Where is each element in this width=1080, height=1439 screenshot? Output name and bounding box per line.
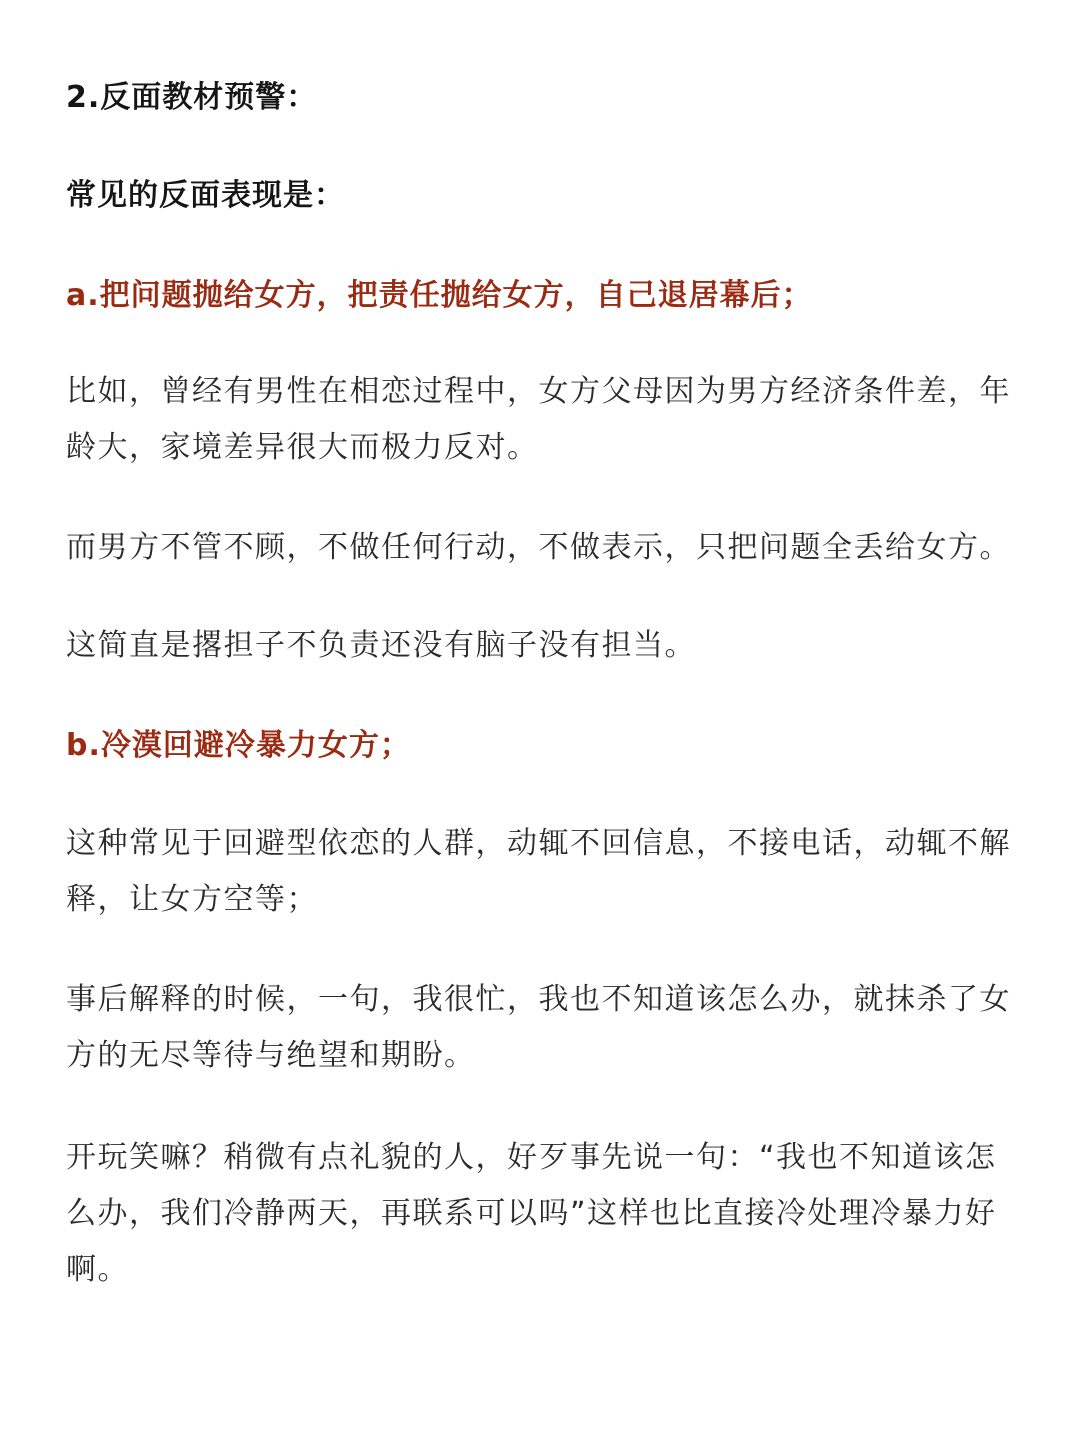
point-b-paragraph-3: 开玩笑嘛？稍微有点礼貌的人，好歹事先说一句：“我也不知道该怎么办，我们冷静两天，再联系可以吗”这样也比直接冷处理冷暴力好啊。 (66, 1140, 997, 1287)
point-a-paragraph-3: 这简直是撂担子不负责还没有脑子没有担当。 (66, 628, 696, 663)
point-b-paragraph-1: 这种常见于回避型依恋的人群，动辄不回信息，不接电话，动辄不解释，让女方空等； (66, 826, 1011, 917)
point-a-title: a.把问题抛给女方，把责任抛给女方，自己退居幕后； (66, 278, 813, 313)
intro-heading: 常见的反面表现是： (66, 178, 345, 213)
section-title: 2.反面教材预警： (66, 80, 318, 115)
point-a-paragraph-2: 而男方不管不顾，不做任何行动，不做表示，只把问题全丢给女方。 (66, 530, 1011, 565)
point-b-paragraph-2: 事后解释的时候，一句，我很忙，我也不知道该怎么办，就抹杀了女方的无尽等待与绝望和期盼。 (66, 982, 1011, 1073)
point-a-paragraph-1: 比如，曾经有男性在相恋过程中，女方父母因为男方经济条件差，年龄大，家境差异很大而极力反对。 (66, 374, 1011, 465)
point-b-title: b.冷漠回避冷暴力女方； (66, 728, 411, 763)
